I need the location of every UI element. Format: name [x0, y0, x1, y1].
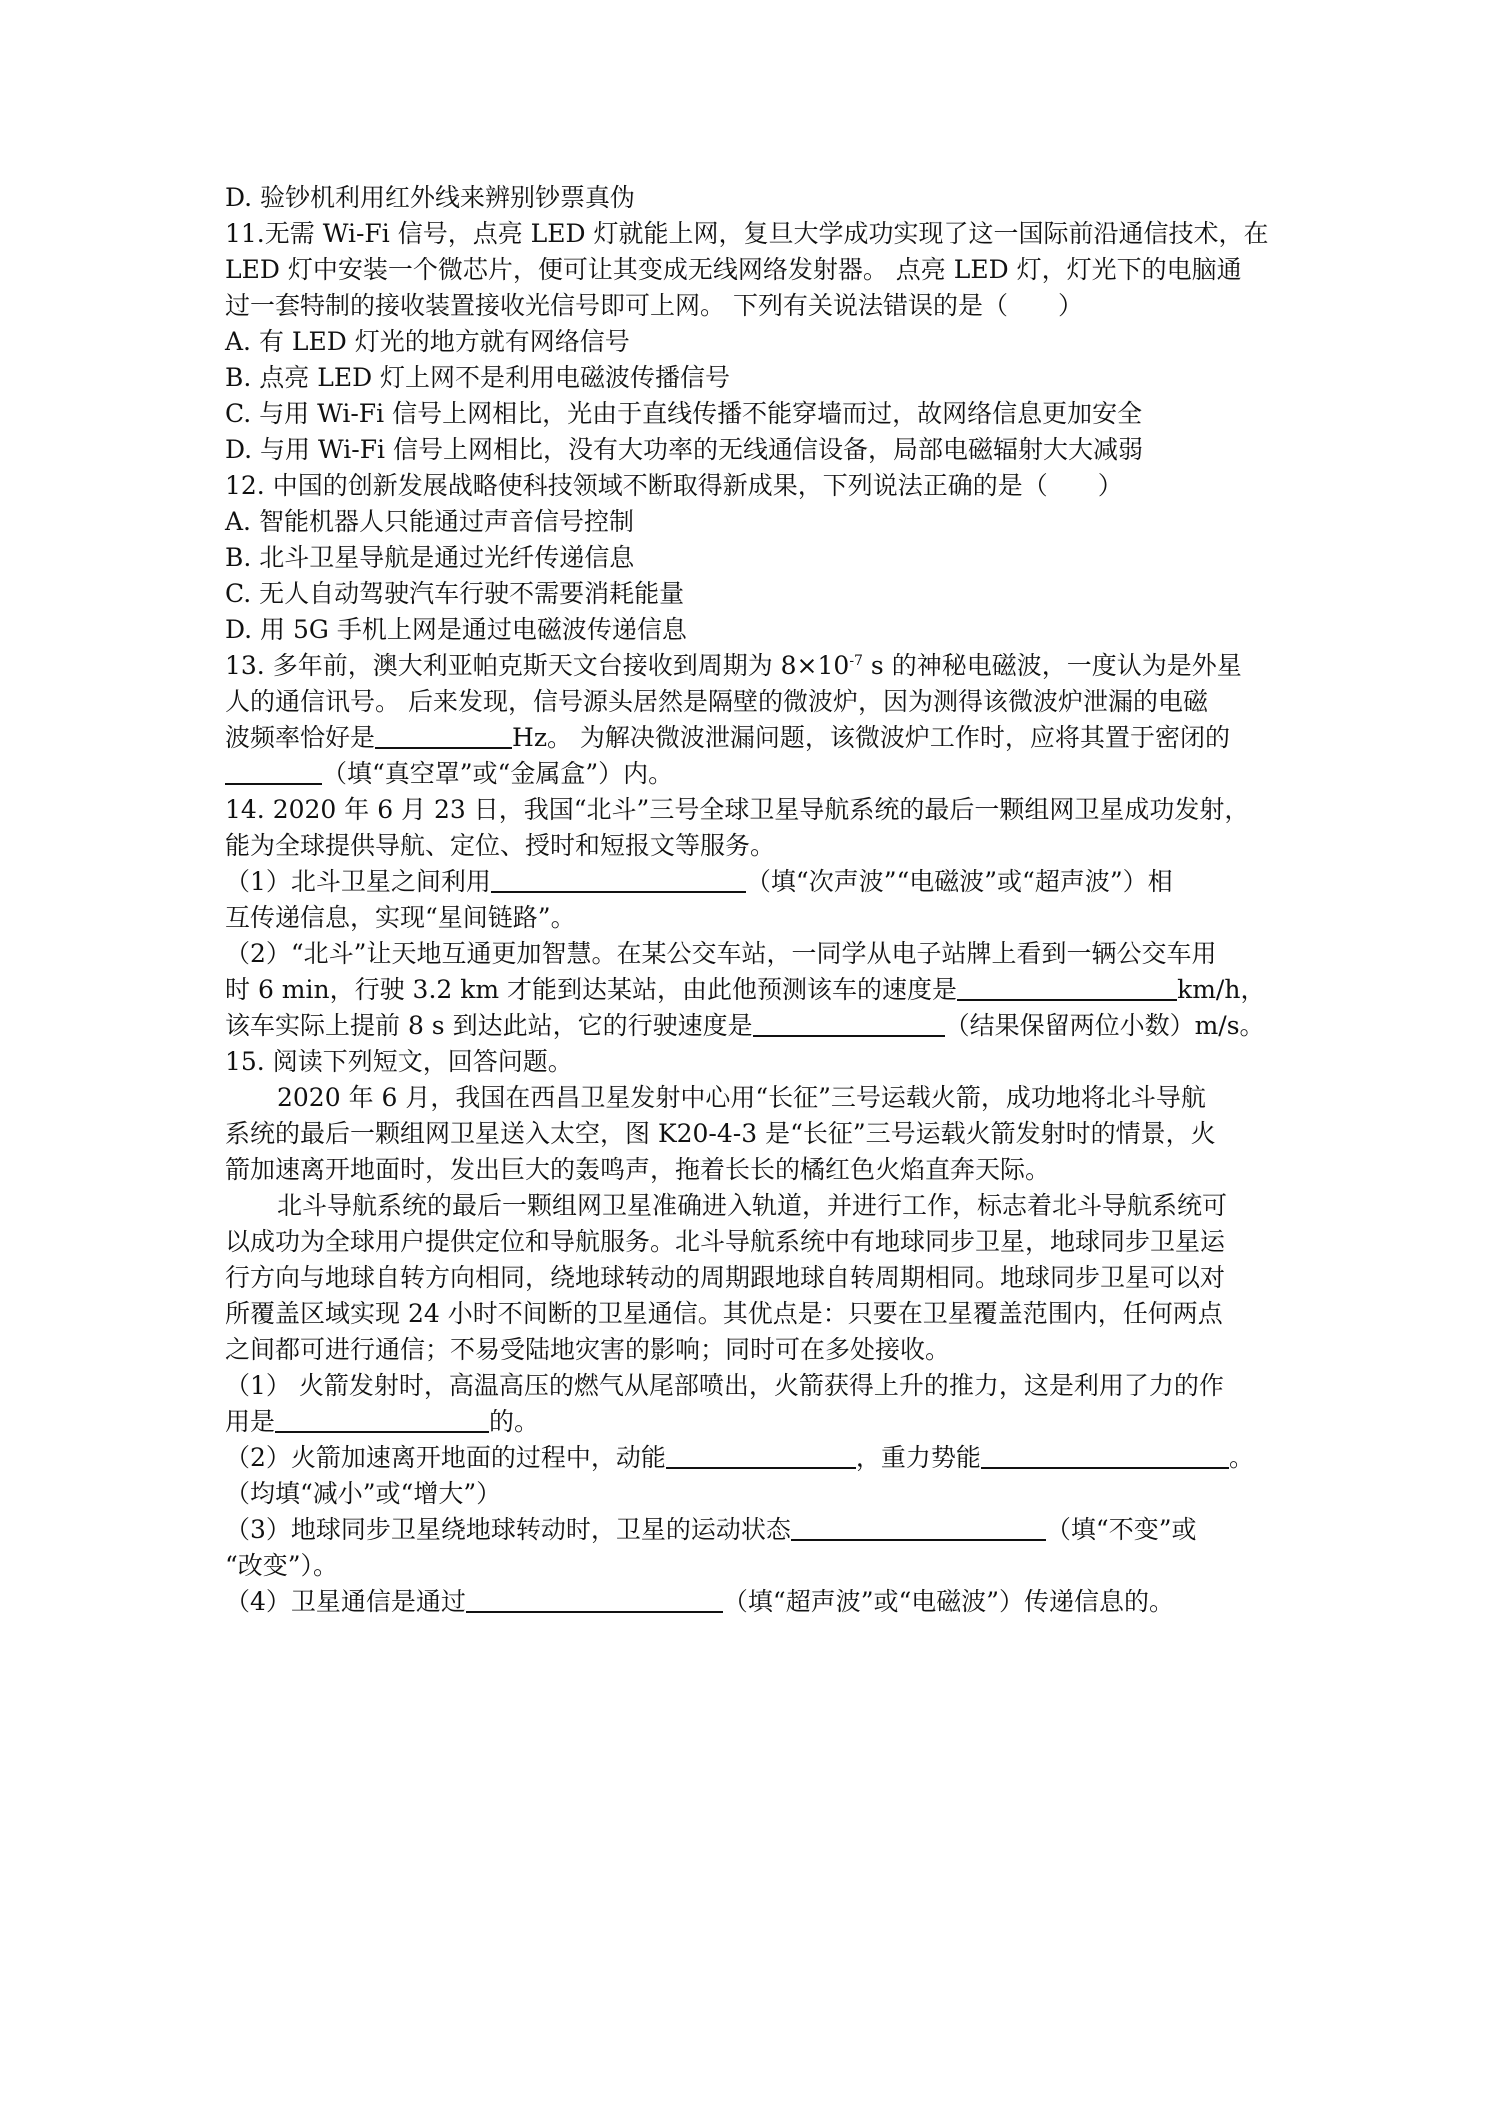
- q15-text: （填“超声波”或“电磁波”）传递信息的。: [722, 1587, 1175, 1616]
- answer-blank-frequency[interactable]: [375, 723, 512, 749]
- q13-line-1: [225, 648, 1275, 684]
- question-12: [225, 468, 1275, 648]
- answer-blank-speed-ms[interactable]: [753, 1011, 945, 1037]
- q14-part-1: [225, 864, 1275, 900]
- q15-sub-3-cont: “改变”）。: [225, 1551, 339, 1580]
- question-11: [225, 216, 1275, 468]
- q14-text: （1）北斗卫星之间利用: [225, 867, 491, 896]
- q15-sub-3: [225, 1512, 1275, 1548]
- q14-part-2: （2）“北斗”让天地互通更加智慧。在某公交车站，一同学从电子站牌上看到一辆公交车用: [225, 939, 1217, 968]
- q15-text: 。: [1228, 1443, 1254, 1472]
- q11-stem-line-3: 过一套特制的接收装置接收光信号即可上网。 下列有关说法错误的是（ ）: [225, 291, 1083, 320]
- q14-part-2-cont2: [225, 1008, 1275, 1044]
- q11-option-d: D. 与用 Wi-Fi 信号上网相比，没有大功率的无线通信设备，局部电磁辐射大大减弱: [225, 435, 1143, 464]
- q15-text: （4）卫星通信是通过: [225, 1587, 466, 1616]
- q15-sub-1: （1） 火箭发射时，高温高压的燃气从尾部喷出，火箭获得上升的推力，这是利用了力的作: [225, 1371, 1224, 1400]
- q11-option-b: B. 点亮 LED 灯上网不是利用电磁波传播信号: [225, 363, 731, 392]
- q15-text: （2）火箭加速离开地面的过程中，动能: [225, 1443, 666, 1472]
- q15-passage-line: 系统的最后一颗组网卫星送入太空，图 K20-4-3 是“长征”三号运载火箭发射时的情景，火: [225, 1119, 1216, 1148]
- question-13: [225, 648, 1275, 792]
- q13-text: 13. 多年前，澳大利亚帕克斯天文台接收到周期为 8×10: [225, 651, 850, 680]
- q15-sub-1-cont: [225, 1404, 1275, 1440]
- answer-blank-force[interactable]: [275, 1407, 489, 1433]
- q13-text: 波频率恰好是: [225, 723, 376, 752]
- q15-text: （3）地球同步卫星绕地球转动时，卫星的运动状态: [225, 1515, 791, 1544]
- q14-part-2-cont: [225, 972, 1275, 1008]
- q12-option-c: C. 无人自动驾驶汽车行驶不需要消耗能量: [225, 579, 685, 608]
- q14-text: （填“次声波”“电磁波”或“超声波”）相: [745, 867, 1173, 896]
- q15-sub-2-cont: （均填“减小”或“增大”）: [225, 1479, 502, 1508]
- answer-blank-motion-state[interactable]: [791, 1515, 1046, 1541]
- q15-stem: 15. 阅读下列短文，回答问题。: [225, 1047, 573, 1076]
- answer-blank-enclosure[interactable]: [225, 759, 322, 785]
- q15-passage-line: 箭加速离开地面时，发出巨大的轰鸣声，拖着长长的橘红色火焰直奔天际。: [225, 1155, 1051, 1184]
- q14-text: 该车实际上提前 8 s 到达此站，它的行驶速度是: [225, 1011, 753, 1040]
- q11-stem-line-2: LED 灯中安装一个微芯片，便可让其变成无线网络发射器。 点亮 LED 灯，灯光下的电脑通: [225, 255, 1242, 284]
- q11-option-c: C. 与用 Wi-Fi 信号上网相比，光由于直线传播不能穿墙而过，故网络信息更加安全: [225, 399, 1143, 428]
- q15-sub-2: [225, 1440, 1275, 1476]
- question-15: [225, 1044, 1275, 1620]
- q12-option-b: B. 北斗卫星导航是通过光纤传递信息: [225, 543, 635, 572]
- q14-line-1: 14. 2020 年 6 月 23 日，我国“北斗”三号全球卫星导航系统的最后一颗组网卫星成功发射，: [225, 795, 1250, 824]
- q12-stem: 12. 中国的创新发展战略使科技领域不断取得新成果，下列说法正确的是（ ）: [225, 471, 1123, 500]
- q15-passage-line: 行方向与地球自转方向相同，绕地球转动的周期跟地球自转周期相同。地球同步卫星可以对: [225, 1263, 1226, 1292]
- question-14: [225, 792, 1275, 1044]
- q13-line-4: [225, 756, 1275, 792]
- q14-text: 时 6 min，行驶 3.2 km 才能到达某站，由此他预测该车的速度是: [225, 975, 958, 1004]
- q13-exponent: -7: [849, 653, 863, 669]
- prev-option-d: D. 验钞机利用红外线来辨别钞票真伪: [225, 183, 636, 212]
- q13-line-3: [225, 720, 1275, 756]
- q14-part-1-cont: 互传递信息，实现“星间链路”。: [225, 903, 576, 932]
- q15-passage-line: 所覆盖区域实现 24 小时不间断的卫星通信。其优点是：只要在卫星覆盖范围内，任何两点: [225, 1299, 1223, 1328]
- q14-text: （结果保留两位小数）m/s。: [944, 1011, 1265, 1040]
- q15-passage-line: 以成功为全球用户提供定位和导航服务。北斗导航系统中有地球同步卫星，地球同步卫星运: [225, 1227, 1226, 1256]
- q12-option-d: D. 用 5G 手机上网是通过电磁波传递信息: [225, 615, 687, 644]
- q15-text: 的。: [489, 1407, 540, 1436]
- q11-stem-line-1: 11.无需 Wi-Fi 信号，点亮 LED 灯就能上网，复旦大学成功实现了这一国际前沿通信技术，在: [225, 219, 1269, 248]
- q13-text: s 的神秘电磁波，一度认为是外星: [862, 651, 1242, 680]
- q15-passage-line: 2020 年 6 月，我国在西昌卫星发射中心用“长征”三号运载火箭，成功地将北斗导航: [277, 1083, 1206, 1112]
- answer-blank-speed-kmh[interactable]: [957, 975, 1177, 1001]
- q15-passage-line: 之间都可进行通信；不易受陆地灾害的影响；同时可在多处接收。: [225, 1335, 951, 1364]
- q12-option-a: A. 智能机器人只能通过声音信号控制: [225, 507, 634, 536]
- answer-blank-wave-type[interactable]: [491, 867, 746, 893]
- q15-text: ，重力势能: [855, 1443, 981, 1472]
- q15-sub-4: [225, 1584, 1275, 1620]
- q15-text: 用是: [225, 1407, 276, 1436]
- answer-blank-signal-medium[interactable]: [466, 1587, 723, 1613]
- q15-text: （填“不变”或: [1045, 1515, 1197, 1544]
- q15-passage-line: 北斗导航系统的最后一颗组网卫星准确进入轨道，并进行工作，标志着北斗导航系统可: [277, 1191, 1228, 1220]
- q14-text: km/h，: [1177, 975, 1266, 1004]
- document-body: [225, 180, 1275, 1620]
- answer-blank-kinetic-energy[interactable]: [666, 1443, 856, 1469]
- q11-option-a: A. 有 LED 灯光的地方就有网络信号: [225, 327, 630, 356]
- q14-line-2: 能为全球提供导航、定位、授时和短报文等服务。: [225, 831, 776, 860]
- q13-line-2: 人的通信讯号。 后来发现，信号源头居然是隔壁的微波炉，因为测得该微波炉泄漏的电磁: [225, 687, 1208, 716]
- q13-text: Hz。 为解决微波泄漏问题，该微波炉工作时，应将其置于密闭的: [512, 723, 1230, 752]
- q13-text: （填“真空罩”或“金属盒”）内。: [322, 759, 674, 788]
- answer-blank-potential-energy[interactable]: [981, 1443, 1229, 1469]
